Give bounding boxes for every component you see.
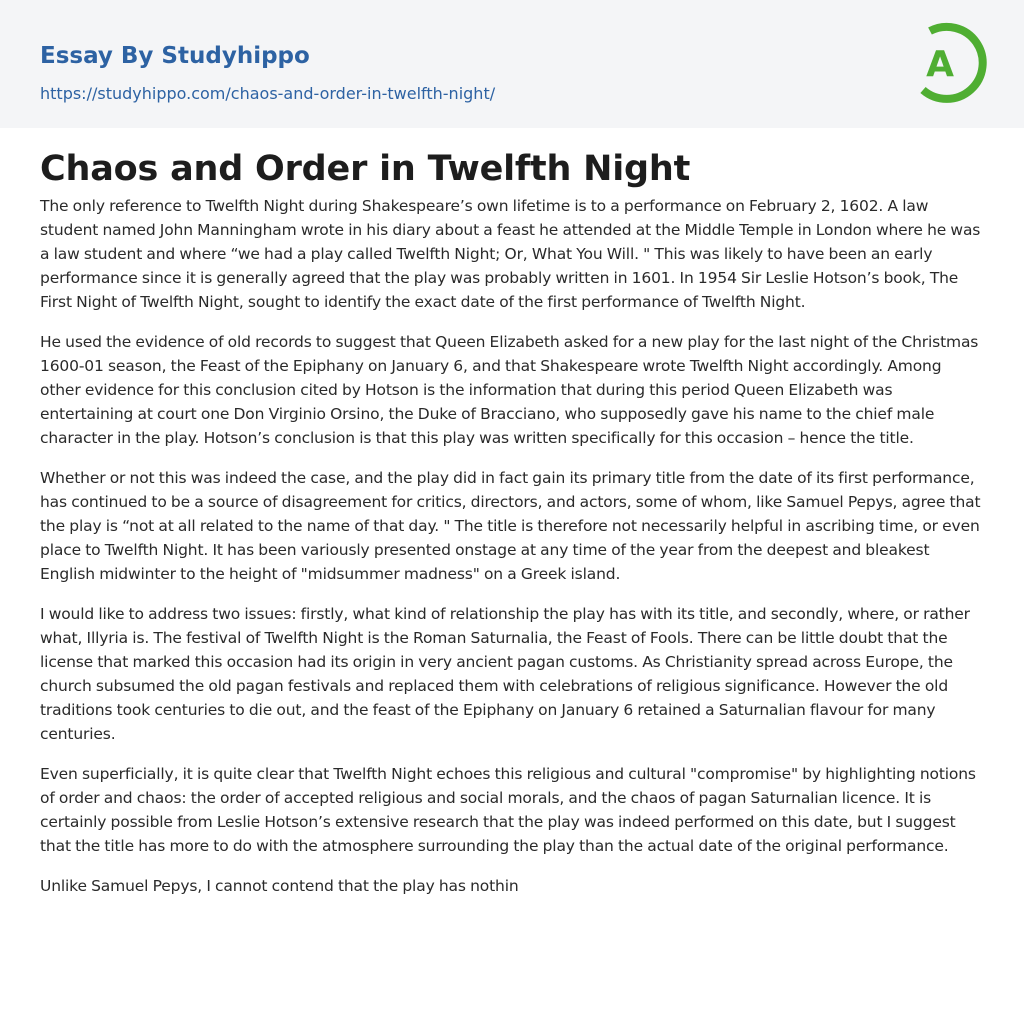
article: [0, 128, 1024, 898]
logo-ring-icon: [910, 18, 988, 106]
source-url-link[interactable]: https://studyhippo.com/chaos-and-order-in-twelfth-night/: [40, 84, 496, 103]
site-header: [0, 0, 1024, 128]
article-paragraph: He used the evidence of old records to suggest that Queen Elizabeth asked for a new play for the last night of the Christmas 1600-01 season, the Feast of the Epiphany on January 6, and that Shakespeare wrote Twelfth Night accordingly. Among other evidence for this conclusion cited by Hotson is the information that during this period Queen Elizabeth was entertaining at court one Don Virginio Orsino, the Duke of Bracciano, who supposedly gave his name to the chief male character in the play. Hotson’s conclusion is that this play was written specifically for this occasion – hence the title.: [40, 333, 979, 447]
article-paragraph: Unlike Samuel Pepys, I cannot contend that the play has nothin: [40, 877, 519, 895]
logo-letter: A: [926, 44, 954, 85]
studyhippo-logo[interactable]: [910, 18, 988, 106]
brand-name: Essay By Studyhippo: [40, 43, 310, 69]
article-paragraph: Even superficially, it is quite clear that Twelfth Night echoes this religious and cultural "compromise" by highlighting notions of order and chaos: the order of accepted religious and social morals, and the chaos of pagan Saturnalian licence. It is certainly possible from Leslie Hotson’s extensive research that the play was indeed performed on this date, but I suggest that the title has more to do with the atmosphere surrounding the play than the actual date of the original performance.: [40, 765, 976, 855]
article-paragraph: The only reference to Twelfth Night during Shakespeare’s own lifetime is to a performance on February 2, 1602. A law student named John Manningham wrote in his diary about a feast he attended at the Middle Temple in London where he was a law student and where “we had a play called Twelfth Night; Or, What You Will. " This was likely to have been an early performance since it is generally agreed that the play was probably written in 1601. In 1954 Sir Leslie Hotson’s book, The First Night of Twelfth Night, sought to identify the exact date of the first performance of Twelfth Night.: [40, 197, 981, 311]
article-title: Chaos and Order in Twelfth Night: [40, 149, 691, 189]
article-paragraph: Whether or not this was indeed the case, and the play did in fact gain its primary title from the date of its first performance, has continued to be a source of disagreement for critics, directors, and actors, some of whom, like Samuel Pepys, agree that the play is “not at all related to the name of that day. " The title is therefore not necessarily helpful in ascribing time, or even place to Twelfth Night. It has been variously presented onstage at any time of the year from the deepest and bleakest English midwinter to the height of "midsummer madness" on a Greek island.: [40, 469, 981, 583]
article-paragraph: I would like to address two issues: firstly, what kind of relationship the play has with its title, and secondly, where, or rather what, Illyria is. The festival of Twelfth Night is the Roman Saturnalia, the Feast of Fools. There can be little doubt that the license that marked this occasion had its origin in very ancient pagan customs. As Christianity spread across Europe, the church subsumed the old pagan festivals and replaced them with celebrations of religious significance. However the old traditions took centuries to die out, and the feast of the Epiphany on January 6 retained a Saturnalian flavour for many centuries.: [40, 605, 970, 743]
